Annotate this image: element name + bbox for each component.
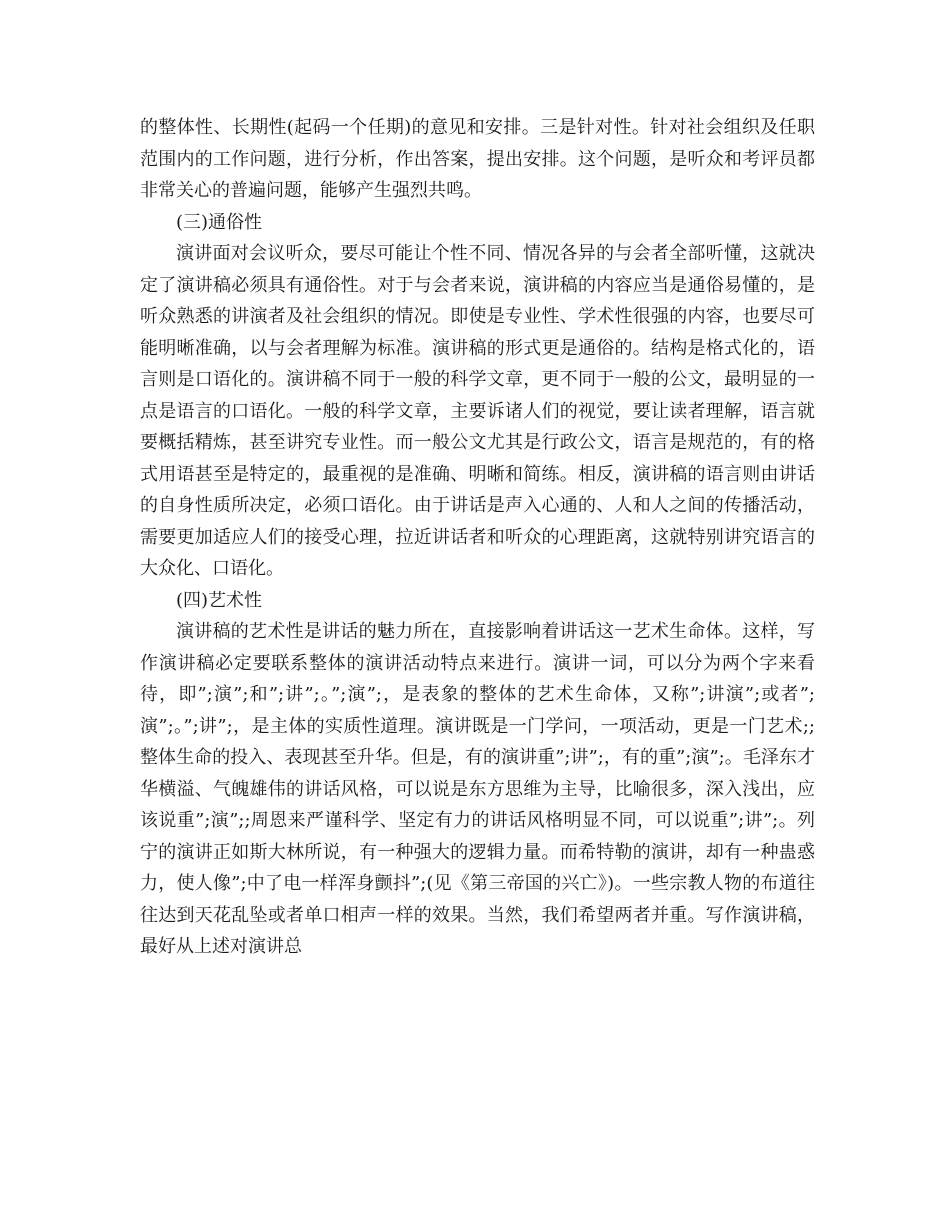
paragraph-popularity: 演讲面对会议听众，要尽可能让个性不同、情况各异的与会者全部听懂，这就决定了演讲稿必须具有通俗性。对于与会者来说，演讲稿的内容应当是通俗易懂的，是听众熟悉的讲演者及社会组织的情况。即使是专业性、学术性很强的内容，也要尽可能明晰准确，以与会者理解为标准。演讲稿的形式更是通俗的。结构是格式化的，语言则是口语化的。演讲稿不同于一般的科学文章，更不同于一般的公文，最明显的一点是语言的口语化。一般的科学文章，主要诉诸人们的视觉，要让读者理解，语言就要概括精炼，甚至讲究专业性。而一般公文尤其是行政公文，语言是规范的，有的格式用语甚至是特定的，最重视的是准确、明晰和简练。相反，演讲稿的语言则由讲话的自身性质所决定，必须口语化。由于讲话是声入心通的、人和人之间的传播活动，需要更加适应人们的接受心理，拉近讲话者和听众的心理距离，这就特别讲究语言的大众化、口语化。 xyxy=(140,243,815,579)
section-heading-artistry: (四)艺术性 xyxy=(176,589,263,611)
document-body xyxy=(140,112,815,963)
paragraph-artistry: 演讲稿的艺术性是讲话的魅力所在，直接影响着讲话这一艺术生命体。这样，写作演讲稿必定要联系整体的演讲活动特点来进行。演讲一词，可以分为两个字来看待，即”;演”;和”;讲”;。”;演”;，是表象的整体的艺术生命体，又称”;讲演”;或者”;演”;。”;讲”;，是主体的实质性道理。演讲既是一门学问，一项活动，更是一门艺术;;整体生命的投入、表现甚至升华。但是，有的演讲重”;讲”;，有的重”;演”;。毛泽东才华横溢、气魄雄伟的讲话风格，可以说是东方思维为主导，比喻很多，深入浅出，应该说重”;演”;;周恩来严谨科学、坚定有力的讲话风格明显不同，可以说重”;讲”;。列宁的演讲正如斯大林所说，有一种强大的逻辑力量。而希特勒的演讲，却有一种蛊惑力，使人像”;中了电一样浑身颤抖”;(见《第三帝国的兴亡》)。一些宗教人物的布道往往达到天花乱坠或者单口相声一样的效果。当然，我们希望两者并重。写作演讲稿，最好从上述对演讲总 xyxy=(140,621,815,957)
paragraph-continued: 的整体性、长期性(起码一个任期)的意见和安排。三是针对性。针对社会组织及任职范围内的工作问题，进行分析，作出答案，提出安排。这个问题，是听众和考评员都非常关心的普遍问题，能够产生强烈共鸣。 xyxy=(140,117,815,201)
section-heading-popularity: (三)通俗性 xyxy=(176,211,263,233)
